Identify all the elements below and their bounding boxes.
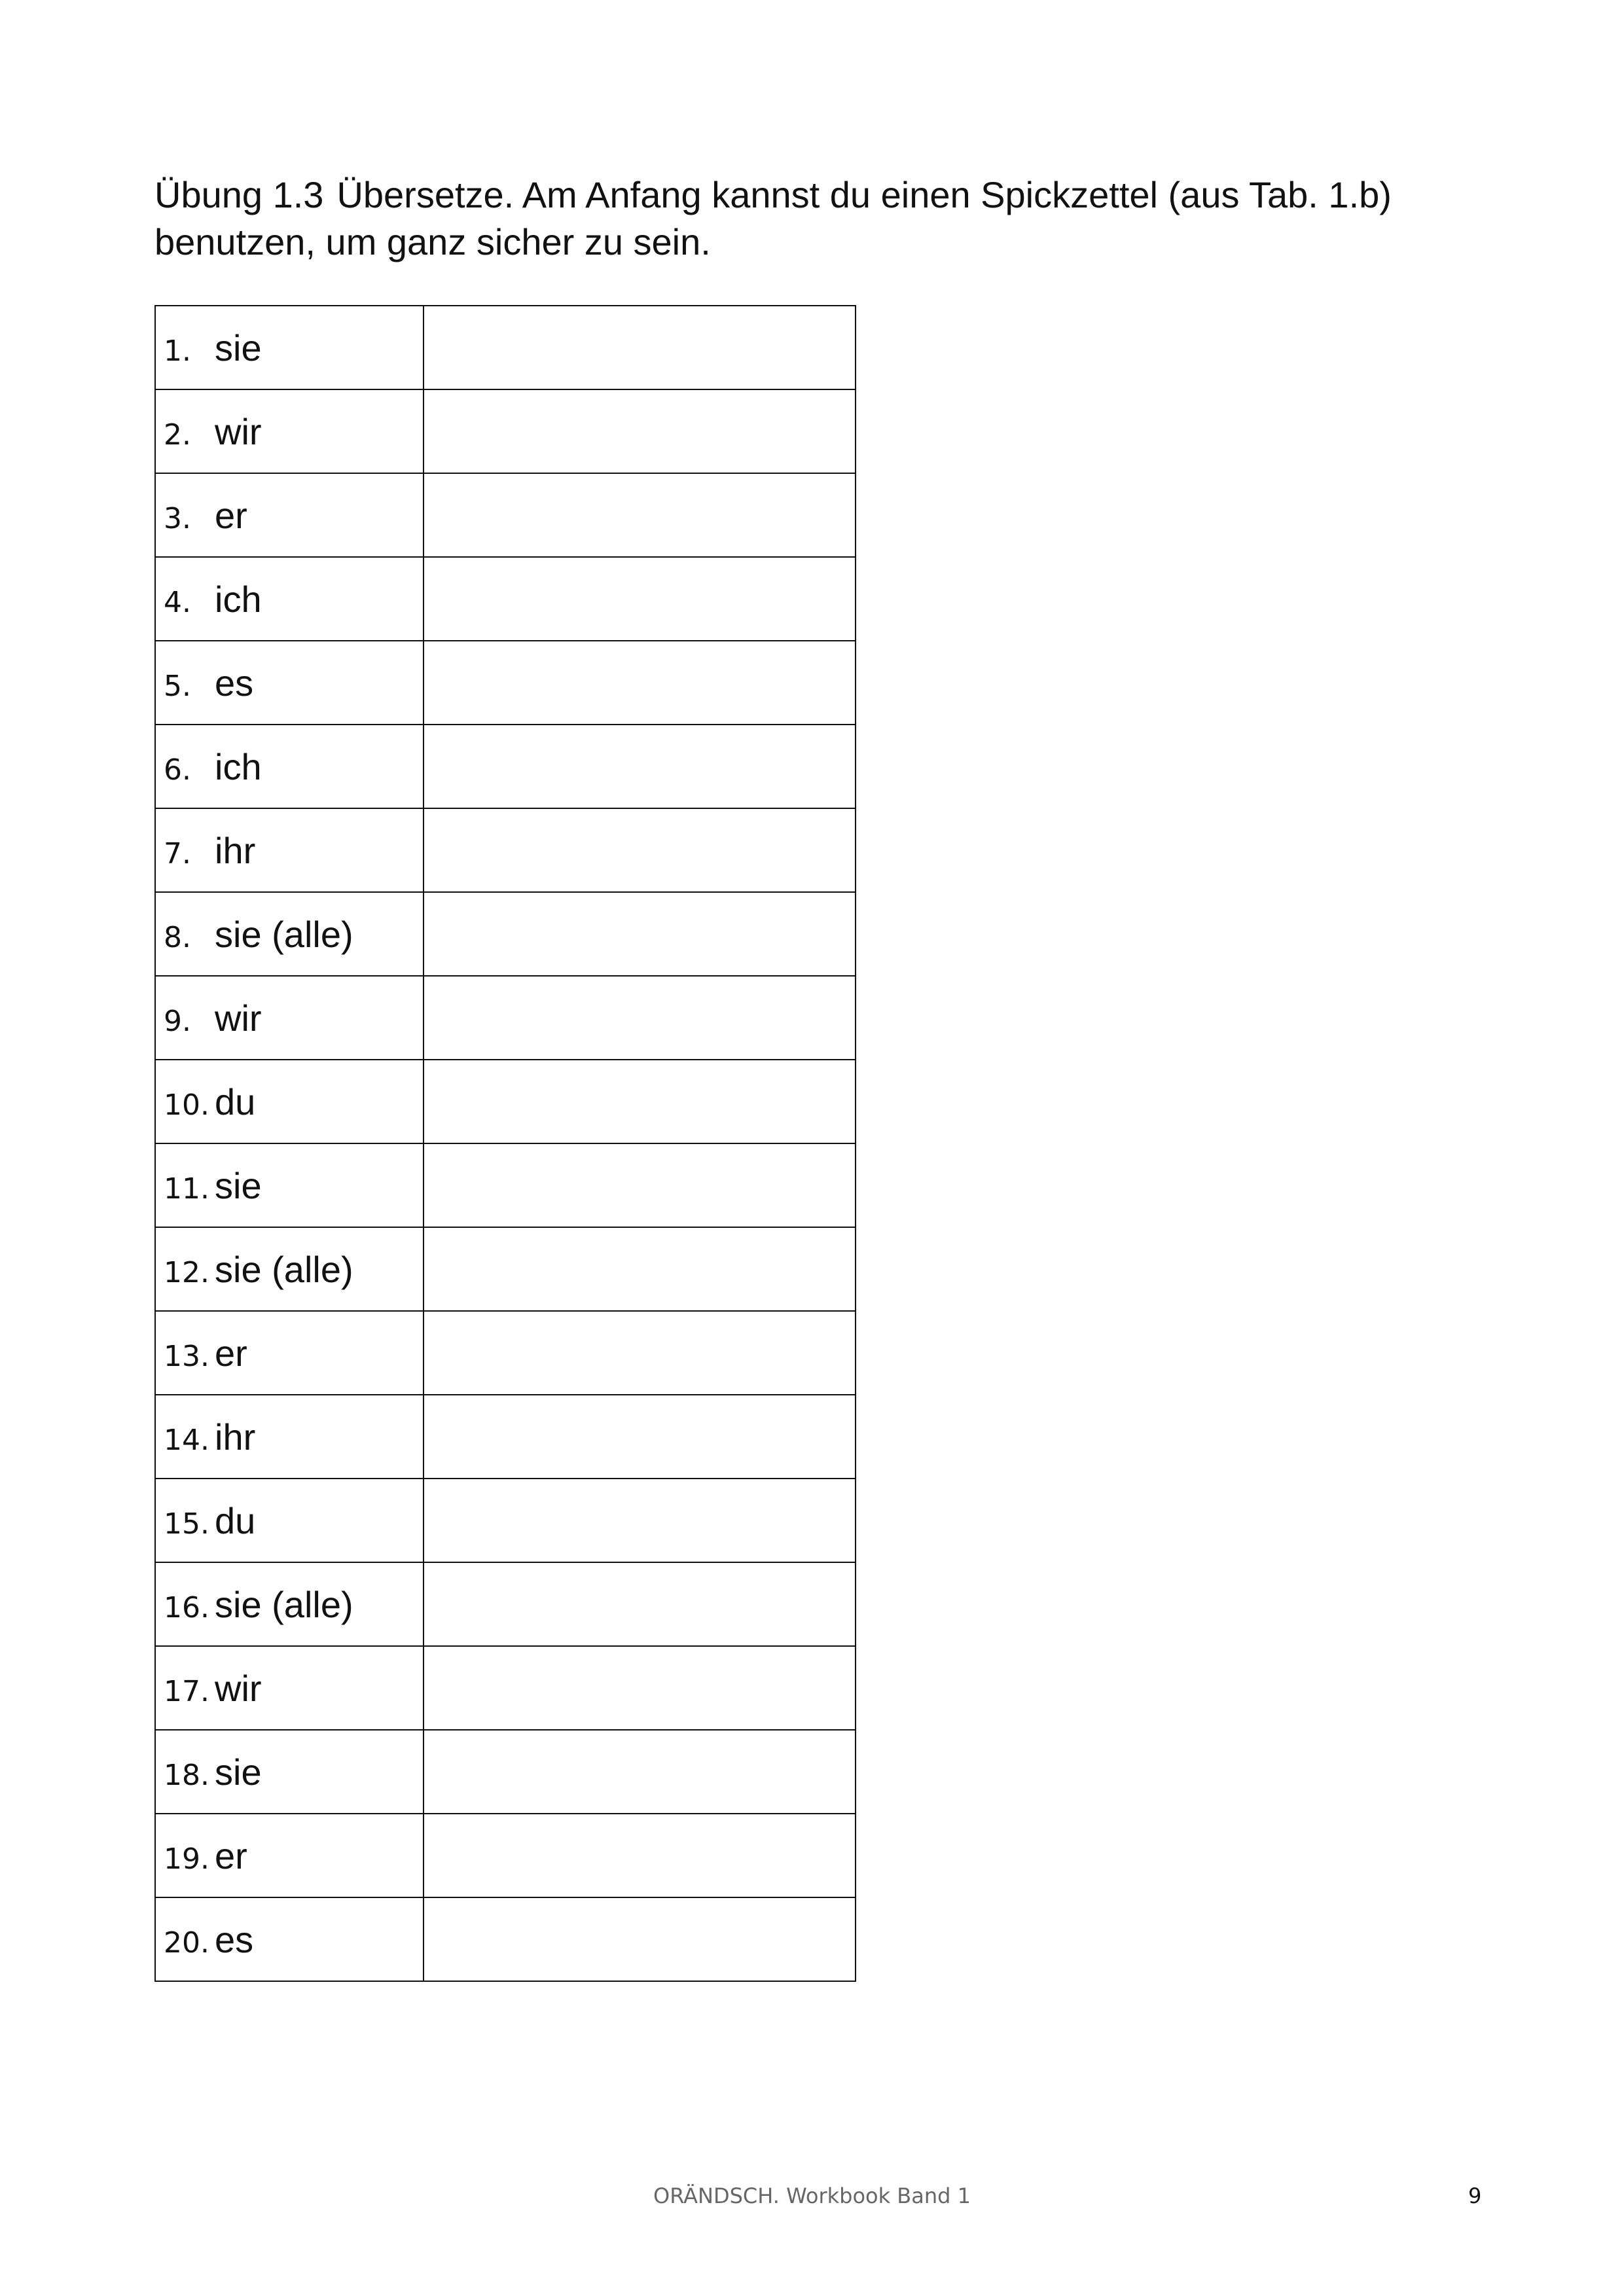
item-word: wir <box>215 997 262 1039</box>
prompt-cell <box>155 389 424 473</box>
prompt-cell <box>155 725 424 808</box>
table-row <box>155 1814 856 1897</box>
item-number: 3. <box>164 501 191 535</box>
item-word: es <box>215 1918 254 1960</box>
item-word: sie (alle) <box>215 913 353 955</box>
item-word: ihr <box>215 1416 256 1458</box>
table-row <box>155 473 856 557</box>
table-row <box>155 389 856 473</box>
item-word: ich <box>215 578 262 620</box>
answer-cell[interactable] <box>424 1814 856 1897</box>
exercise-instruction <box>154 171 1503 266</box>
prompt-cell <box>155 1730 424 1814</box>
answer-cell[interactable] <box>424 725 856 808</box>
item-number: 11. <box>164 1172 209 1206</box>
answer-cell[interactable] <box>424 557 856 641</box>
table-row <box>155 725 856 808</box>
item-number: 1. <box>164 334 191 368</box>
answer-cell[interactable] <box>424 389 856 473</box>
table-row <box>155 1060 856 1143</box>
exercise-number: Übung 1.3 <box>154 174 324 215</box>
item-number: 8. <box>164 920 191 954</box>
item-number: 19. <box>164 1842 209 1876</box>
item-number: 16. <box>164 1590 209 1624</box>
item-word: sie (alle) <box>215 1248 353 1290</box>
item-number: 20. <box>164 1926 209 1960</box>
prompt-cell <box>155 1060 424 1143</box>
prompt-cell <box>155 1311 424 1395</box>
item-number: 17. <box>164 1674 209 1708</box>
answer-cell[interactable] <box>424 808 856 892</box>
prompt-cell <box>155 1479 424 1562</box>
prompt-cell <box>155 641 424 725</box>
table-row <box>155 306 856 389</box>
table-row <box>155 976 856 1060</box>
item-number: 6. <box>164 753 191 787</box>
item-word: es <box>215 662 254 704</box>
item-number: 9. <box>164 1004 191 1038</box>
table-row <box>155 1479 856 1562</box>
item-number: 13. <box>164 1339 209 1373</box>
item-word: wir <box>215 410 262 452</box>
answer-cell[interactable] <box>424 1479 856 1562</box>
table-row <box>155 1646 856 1730</box>
translation-table-body <box>155 306 856 1981</box>
answer-cell[interactable] <box>424 1395 856 1479</box>
item-number: 7. <box>164 836 191 870</box>
item-number: 5. <box>164 669 191 703</box>
item-word: sie <box>215 327 262 368</box>
table-row <box>155 1897 856 1981</box>
prompt-cell <box>155 976 424 1060</box>
table-row <box>155 1227 856 1311</box>
prompt-cell <box>155 1562 424 1646</box>
prompt-cell <box>155 808 424 892</box>
answer-cell[interactable] <box>424 892 856 976</box>
table-row <box>155 1562 856 1646</box>
exercise-instruction-text: Übersetze. Am Anfang kannst du einen Spickzettel (aus Tab. 1.b) benutzen, um ganz sicher zu sein. <box>154 174 1392 262</box>
item-word: sie <box>215 1164 262 1206</box>
item-word: er <box>215 494 247 536</box>
table-row <box>155 808 856 892</box>
page-number: 9 <box>1468 2183 1482 2208</box>
table-row <box>155 1395 856 1479</box>
answer-cell[interactable] <box>424 1311 856 1395</box>
item-word: wir <box>215 1667 262 1709</box>
item-word: ihr <box>215 829 256 871</box>
table-row <box>155 641 856 725</box>
answer-cell[interactable] <box>424 641 856 725</box>
prompt-cell <box>155 1395 424 1479</box>
answer-cell[interactable] <box>424 1060 856 1143</box>
prompt-cell <box>155 473 424 557</box>
item-word: du <box>215 1499 256 1541</box>
answer-cell[interactable] <box>424 1562 856 1646</box>
item-number: 10. <box>164 1088 209 1122</box>
prompt-cell <box>155 1646 424 1730</box>
table-row <box>155 1730 856 1814</box>
item-number: 18. <box>164 1758 209 1792</box>
answer-cell[interactable] <box>424 1646 856 1730</box>
prompt-cell <box>155 557 424 641</box>
table-row <box>155 1143 856 1227</box>
answer-cell[interactable] <box>424 473 856 557</box>
item-word: er <box>215 1835 247 1876</box>
prompt-cell <box>155 1227 424 1311</box>
prompt-cell <box>155 1897 424 1981</box>
prompt-cell <box>155 306 424 389</box>
prompt-cell <box>155 892 424 976</box>
item-number: 2. <box>164 418 191 452</box>
item-word: er <box>215 1332 247 1374</box>
answer-cell[interactable] <box>424 306 856 389</box>
item-number: 4. <box>164 585 191 619</box>
answer-cell[interactable] <box>424 1143 856 1227</box>
item-word: du <box>215 1081 256 1122</box>
answer-cell[interactable] <box>424 976 856 1060</box>
answer-cell[interactable] <box>424 1897 856 1981</box>
item-word: sie <box>215 1751 262 1793</box>
prompt-cell <box>155 1143 424 1227</box>
prompt-cell <box>155 1814 424 1897</box>
answer-cell[interactable] <box>424 1730 856 1814</box>
translation-table <box>154 305 856 1982</box>
table-row <box>155 892 856 976</box>
footer-book-title: ORÄNDSCH. Workbook Band 1 <box>653 2183 971 2208</box>
table-row <box>155 557 856 641</box>
item-word: ich <box>215 745 262 787</box>
item-word: sie (alle) <box>215 1583 353 1625</box>
item-number: 12. <box>164 1255 209 1289</box>
item-number: 14. <box>164 1423 209 1457</box>
item-number: 15. <box>164 1507 209 1541</box>
table-row <box>155 1311 856 1395</box>
answer-cell[interactable] <box>424 1227 856 1311</box>
